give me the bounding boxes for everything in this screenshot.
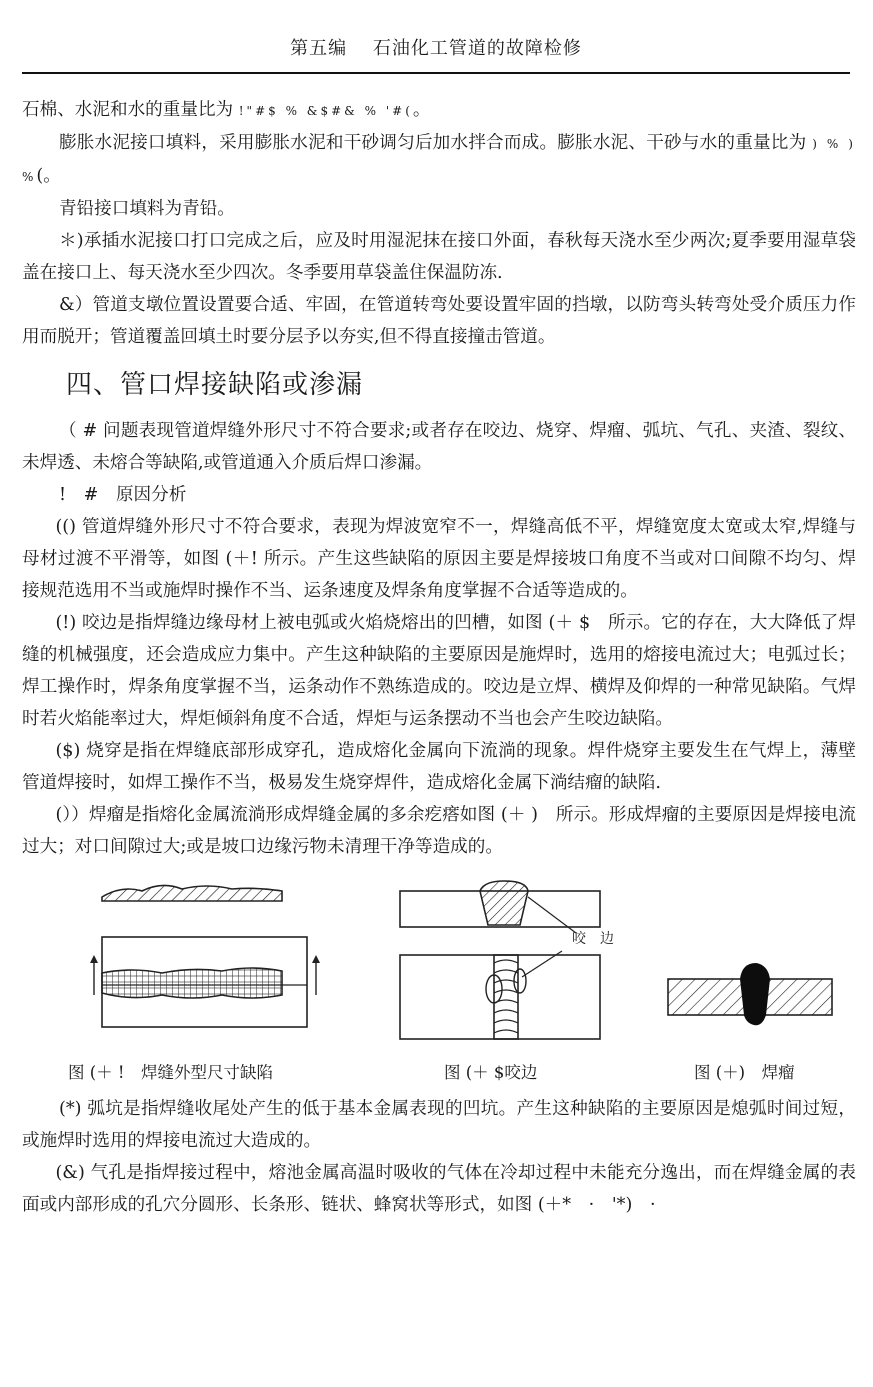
garbled-ratio: ) % ) % <box>22 137 856 184</box>
paragraph: (））焊瘤是指熔化金属流淌形成焊缝金属的多余疙瘩如图 (＋ ) 所示。形成焊瘤的主要原因是焊接电流过大；对口间隙过大;或是坡口边缘污物未清理干净等造成的。 <box>22 805 856 857</box>
figure-row <box>22 877 856 1089</box>
paragraph: (&) 气孔是指焊接过程中，熔池金属高温时吸收的气体在冷却过程中未能充分逸出，而在焊缝金属的表面或内部形成的孔穴分圆形、长条形、链状、蜂窝状等形式，如图 (＋* · '*) · <box>22 1163 856 1215</box>
figure-caption: 图 (＋ ! 焊缝外型尺寸缺陷 <box>68 1063 274 1082</box>
subheading: ! # 原因分析 <box>58 485 187 505</box>
undercut-illustration <box>394 877 614 1042</box>
paragraph: (*) 弧坑是指焊缝收尾处产生的低于基本金属表现的凹坑。产生这种缺陷的主要原因是熄弧时间过短，或施焊时选用的焊接电流过大造成的。 <box>22 1099 856 1151</box>
page-content <box>22 94 856 1221</box>
paragraph-end: (。 <box>36 166 61 186</box>
figure-weld-overlap <box>662 961 842 1031</box>
paragraph <box>22 94 856 127</box>
section-heading: 四、管口焊接缺陷或渗漏 <box>66 370 364 400</box>
figure-undercut <box>394 877 614 1042</box>
paragraph-text: 石棉、水泥和水的重量比为 <box>22 100 234 120</box>
paragraph-end: 。 <box>412 100 431 120</box>
paragraph: ($) 烧穿是指在焊缝底部形成穿孔，造成熔化金属向下流淌的现象。焊件烧穿主要发生在气焊上，薄壁管道焊接时，如焊工操作不当，极易发生烧穿焊件，造成熔化金属下淌结瘤的缺陷. <box>22 741 856 793</box>
paragraph: (() 管道焊缝外形尺寸不符合要求，表现为焊波宽窄不一，焊缝高低不平，焊缝宽度太宽或太窄,焊缝与母材过渡不平滑等，如图 (＋! 所示。产生这些缺陷的原因主要是焊接坡口角度不当或对口间隙不均匀、焊接规范选用不当或施焊时操作不当、运条速度及焊条角度掌握不合适等造成的。 <box>22 517 856 601</box>
header-rule <box>22 72 850 74</box>
paragraph: 青铅接口填料为青铅。 <box>58 199 235 219</box>
paragraph-text: 膨胀水泥接口填料，采用膨胀水泥和干砂调匀后加水拌合而成。膨胀水泥、干砂与水的重量比为 <box>58 133 807 153</box>
page-header: 第五编 石油化工管道的故障检修 <box>290 38 582 59</box>
paragraph: &）管道支墩位置设置要合适、牢固，在管道转弯处要设置牢固的挡墩，以防弯头转弯处受介质压力作用而脱开；管道覆盖回填土时要分层予以夯实,但不得直接撞击管道。 <box>22 295 856 347</box>
undercut-label: 咬 边 <box>572 931 614 947</box>
paragraph: (!) 咬边是指焊缝边缘母材上被电弧或火焰烧熔出的凹槽，如图 (＋ $ 所示。它的存在，大大降低了焊缝的机械强度，还会造成应力集中。产生这种缺陷的主要原因是施焊时，选用的熔接电流过大；电弧过长；焊工操作时，焊条角度掌握不当，运条动作不熟练造成的。咬边是立焊、横焊及仰焊的一种常见缺陷。气焊时若火焰能率过大，焊炬倾斜角度不合适，焊炬与运条摆动不当也会产生咬边缺陷。 <box>22 613 856 729</box>
paragraph <box>22 127 856 193</box>
garbled-ratio: !"#$ % &$#& % '#( <box>238 104 413 118</box>
paragraph: （ # 问题表现管道焊缝外形尺寸不符合要求;或者存在咬边、烧穿、焊瘤、弧坑、气孔、夹渣、裂纹、未焊透、未熔合等缺陷,或管道通入介质后焊口渗漏。 <box>22 421 856 473</box>
figure-caption: 图 (＋ $咬边 <box>444 1063 538 1082</box>
weld-overlap-illustration <box>662 961 842 1031</box>
paragraph: ＊)承插水泥接口打口完成之后，应及时用湿泥抹在接口外面，春秋每天浇水至少两次;夏季要用湿草袋盖在接口上、每天浇水至少四次。冬季要用草袋盖住保温防冻. <box>22 231 856 283</box>
figure-caption: 图 (＋) 焊瘤 <box>694 1063 795 1082</box>
weld-shape-illustration <box>82 877 332 1037</box>
figure-weld-shape-defect <box>82 877 332 1037</box>
